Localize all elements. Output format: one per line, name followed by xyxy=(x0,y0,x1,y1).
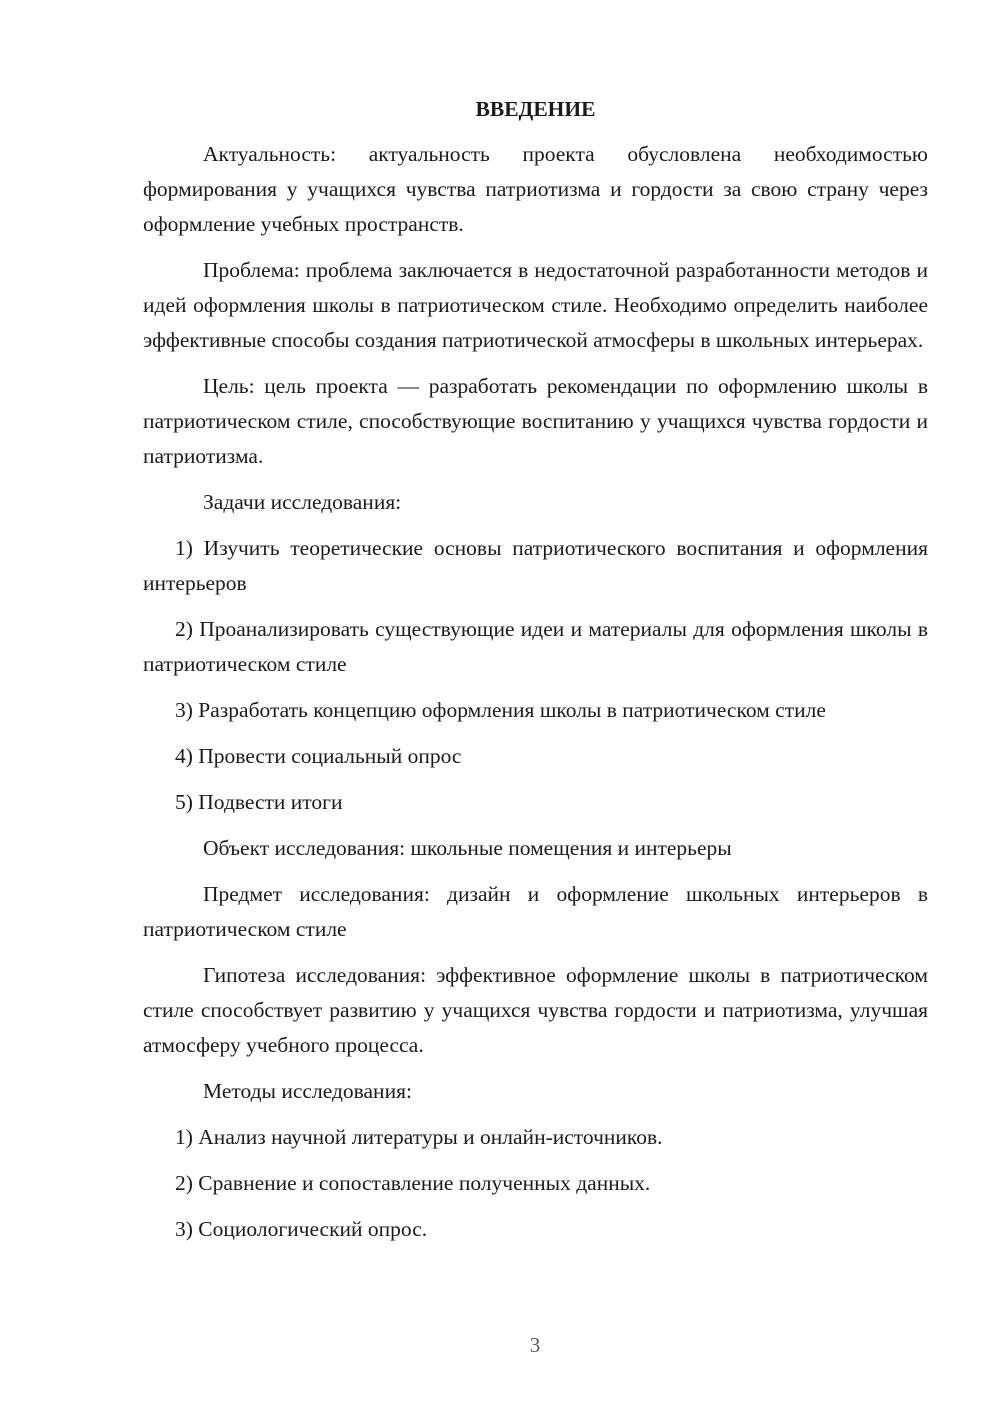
task-item-4: 4) Провести социальный опрос xyxy=(175,744,462,768)
methods-heading: Методы исследования: xyxy=(203,1079,412,1103)
task-item-1: 1) Изучить теоретические основы патриотического воспитания и оформления интерьеров xyxy=(143,536,928,595)
task-item-3: 3) Разработать концепцию оформления школы в патриотическом стиле xyxy=(175,698,826,722)
problem-paragraph: Проблема: проблема заключается в недостаточной разработанности методов и идей оформления школы в патриотическом стиле. Необходимо определить наиболее эффективные способы создания патриотической атмосферы в школьных интерьерах. xyxy=(143,258,928,352)
task-item-2: 2) Проанализировать существующие идеи и материалы для оформления школы в патриотическом стиле xyxy=(143,617,928,676)
relevance-paragraph: Актуальность: актуальность проекта обусловлена необходимостью формирования у учащихся чувства патриотизма и гордости за свою страну через оформление учебных пространств. xyxy=(143,142,928,236)
object-paragraph: Объект исследования: школьные помещения и интерьеры xyxy=(203,836,732,860)
hypothesis-paragraph: Гипотеза исследования: эффективное оформление школы в патриотическом стиле способствует развитию у учащихся чувства гордости и патриотизма, улучшая атмосферу учебного процесса. xyxy=(143,963,928,1057)
page-number: 3 xyxy=(529,1333,541,1357)
method-item-1: 1) Анализ научной литературы и онлайн-источников. xyxy=(175,1125,663,1149)
section-title: ВВЕДЕНИЕ xyxy=(475,97,596,121)
subject-paragraph: Предмет исследования: дизайн и оформление школьных интерьеров в патриотическом стиле xyxy=(143,882,928,941)
method-item-3: 3) Социологический опрос. xyxy=(175,1217,428,1241)
goal-paragraph: Цель: цель проекта — разработать рекомендации по оформлению школы в патриотическом стиле, способствующие воспитанию у учащихся чувства гордости и патриотизма. xyxy=(143,374,928,468)
tasks-heading: Задачи исследования: xyxy=(203,490,402,514)
document-page xyxy=(143,94,928,1258)
method-item-2: 2) Сравнение и сопоставление полученных данных. xyxy=(175,1171,651,1195)
task-item-5: 5) Подвести итоги xyxy=(175,790,343,814)
